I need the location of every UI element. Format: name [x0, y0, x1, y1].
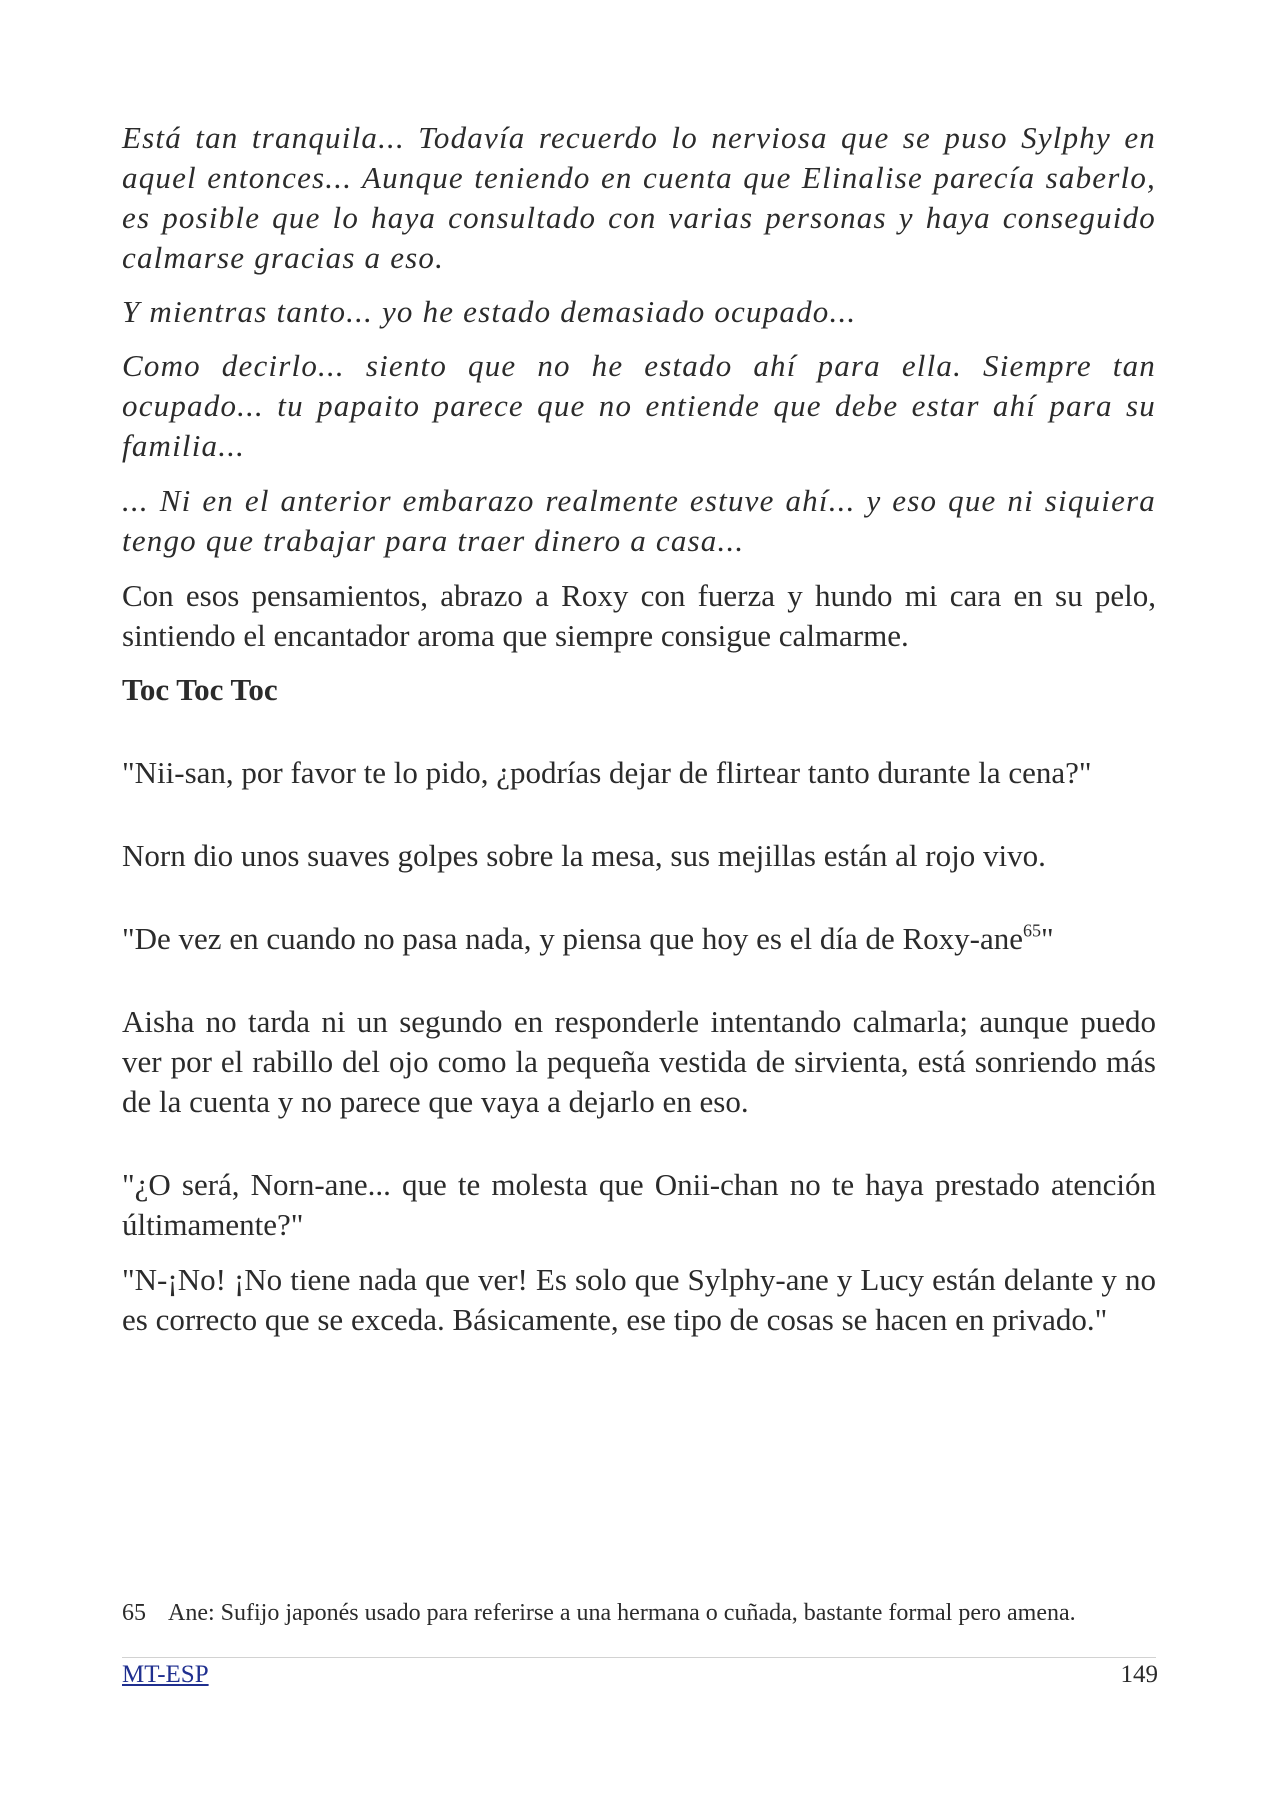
- paragraph-thoughts-4: ... Ni en el anterior embarazo realmente estuve ahí... y eso que ni siquiera tengo que trabajar para traer dinero a casa...: [122, 483, 1156, 558]
- page-number: 149: [1120, 1661, 1158, 1688]
- paragraph-thoughts-3: Como decirlo... siento que no he estado ahí para ella. Siempre tan ocupado... tu papaito parece que no entiende que debe estar ahí para su familia...: [122, 348, 1156, 463]
- paragraph-thoughts-1: Está tan tranquila... Todavía recuerdo lo nerviosa que se puso Sylphy en aquel entonces... Aunque teniendo en cuenta que Elinalise parecía saberlo, es posible que lo haya consultado con varias personas y haya conseguido calmarse gracias a eso.: [122, 120, 1156, 275]
- dialogue-nii-san: "Nii-san, por favor te lo pido, ¿podrías dejar de flirtear tanto durante la cena?": [122, 755, 1092, 790]
- footer-link-mt-esp[interactable]: MT-ESP: [122, 1661, 209, 1688]
- paragraph-narration-aisha: Aisha no tarda ni un segundo en responderle intentando calmarla; aunque puedo ver por el rabillo del ojo como la pequeña vestida de sirvienta, está sonriendo más de la cuenta y no parece que vaya a dejarlo en eso.: [122, 1004, 1156, 1119]
- footnote: [122, 1598, 1162, 1628]
- paragraph-narration-norn: Norn dio unos suaves golpes sobre la mesa, sus mejillas están al rojo vivo.: [122, 838, 1046, 873]
- dialogue-roxy-ane: [122, 919, 1156, 959]
- dialogue-norn-reply: "N-¡No! ¡No tiene nada que ver! Es solo que Sylphy-ane y Lucy están delante y no es correcto que se exceda. Básicamente, ese tipo de cosas se hacen en privado.": [122, 1262, 1156, 1337]
- paragraph-narration-1: Con esos pensamientos, abrazo a Roxy con fuerza y hundo mi cara en su pelo, sintiendo el encantador aroma que siempre consigue calmarme.: [122, 578, 1156, 653]
- sound-effect-heading: Toc Toc Toc: [122, 672, 278, 707]
- page-body: [122, 118, 1156, 1340]
- footnote-text: Ane: Sufijo japonés usado para referirse a una hermana o cuñada, bastante formal pero amena.: [168, 1600, 1076, 1626]
- footnote-number: 65: [122, 1600, 146, 1626]
- paragraph-thoughts-2: Y mientras tanto... yo he estado demasiado ocupado...: [122, 294, 857, 329]
- footer-divider: [122, 1657, 1156, 1658]
- footnote-reference[interactable]: 65: [1023, 920, 1041, 941]
- dialogue-roxy-ane-text: "De vez en cuando no pasa nada, y piensa que hoy es el día de Roxy-ane: [122, 921, 1023, 956]
- dialogue-aisha: "¿O será, Norn-ane... que te molesta que Onii-chan no te haya prestado atención últimamente?": [122, 1167, 1156, 1242]
- closing-quote: ": [1041, 921, 1054, 956]
